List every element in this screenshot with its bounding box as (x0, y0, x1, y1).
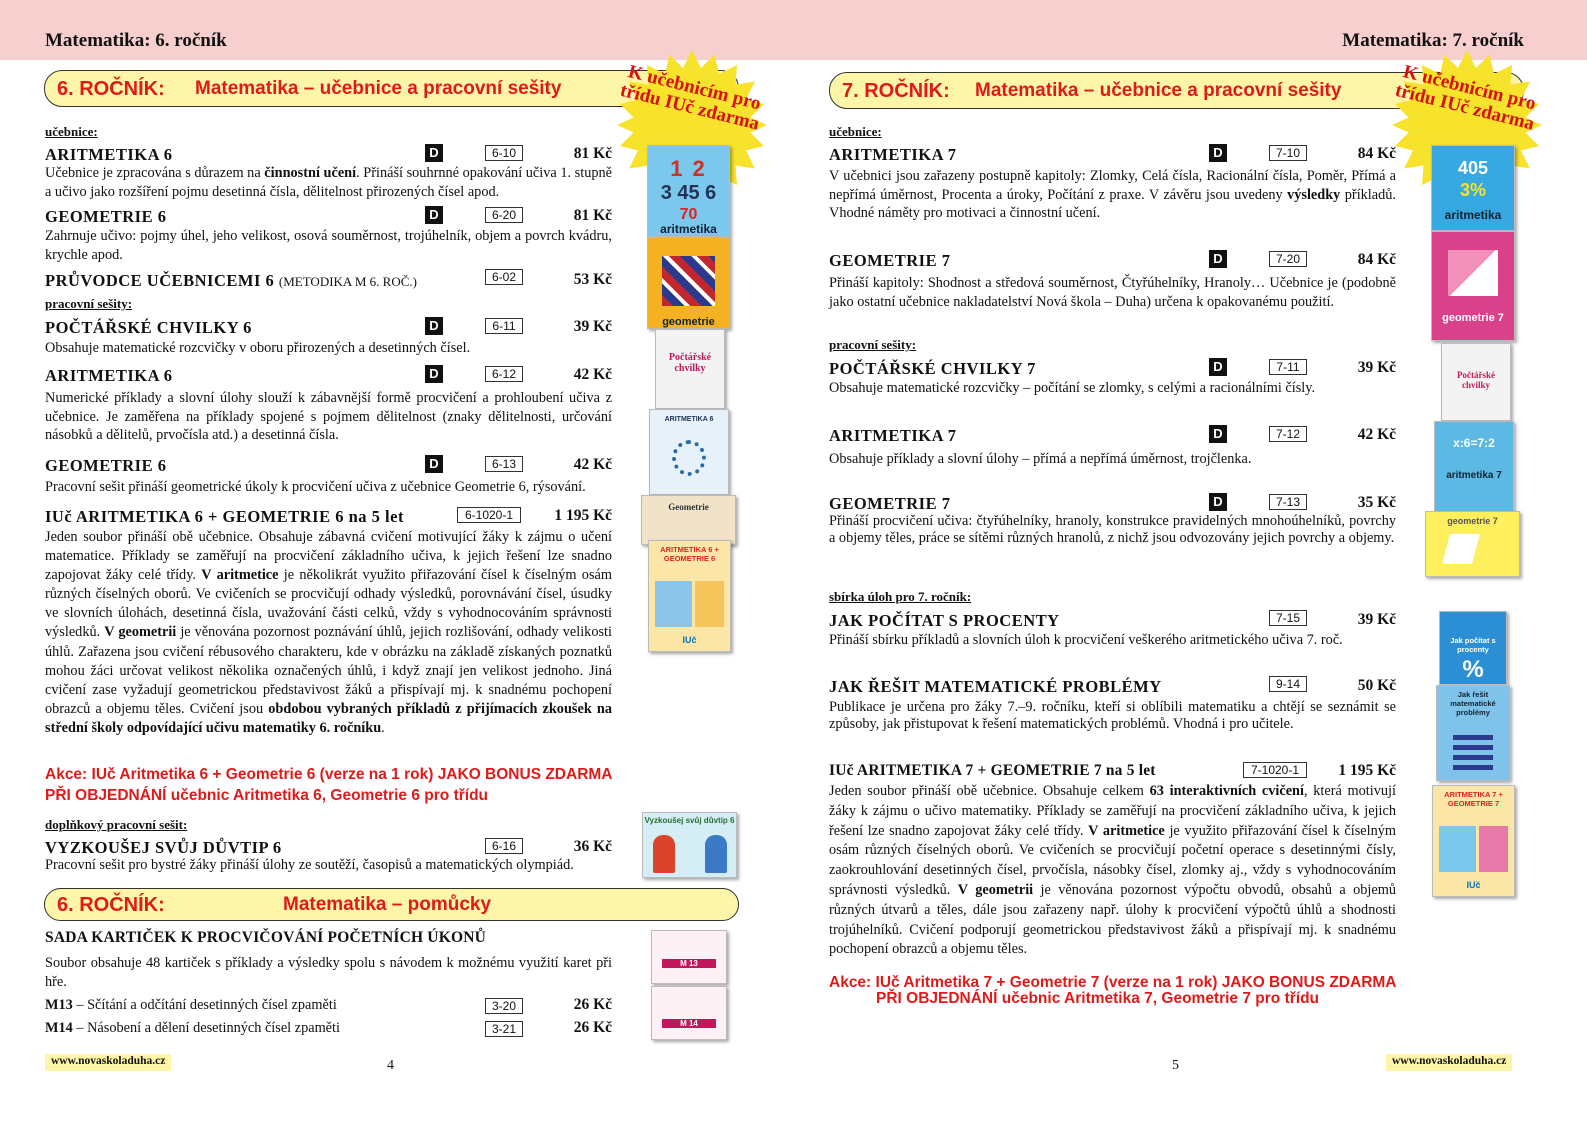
product-title: ARITMETIKA 6 (45, 366, 173, 385)
d-badge: D (425, 206, 443, 224)
product-title: VYZKOUŠEJ SVŮJ DŮVTIP 6 (45, 838, 282, 857)
left-aids-section-bar (44, 888, 739, 921)
product-description: Přináší procvičení učiva: čtyřúhelníky, hranoly, konstrukce pravidelných mnohoúhelníků, povrchy a objemy těles, práce se sítěmi různých hranolů, z nichž jsou odvozovány jejich povrchy a objemy. (829, 513, 1396, 546)
product-price: 39 Kč (1357, 611, 1396, 628)
product-price: 42 Kč (573, 366, 612, 383)
product-title: JAK POČÍTAT S PROCENTY (829, 611, 1060, 630)
heading-textbooks: učebnice: (45, 124, 98, 139)
header-right-title: Matematika: 7. ročník (1342, 30, 1524, 51)
product-description: Pracovní sešit pro bystré žáky přináší úlohy ze soutěží, časopisů a matematických olympiád. (45, 857, 574, 873)
cover-card-m14: M 14 (651, 986, 727, 1040)
product-code: 6-12 (485, 366, 523, 382)
product-price: 84 Kč (1357, 251, 1396, 268)
heading-workbooks: pracovní sešity: (45, 296, 133, 311)
right-page-number: 5 (1172, 1058, 1179, 1073)
heading-workbooks: pracovní sešity: (829, 337, 917, 352)
product-title: ARITMETIKA 7 (829, 426, 957, 445)
cover-aritmetika-7-workbook: x:6=7:2 aritmetika 7 (1434, 421, 1514, 513)
product-description: Soubor obsahuje 48 kartiček s příklady a výsledky spolu s návodem k možnému využití karet při hře. (45, 955, 612, 990)
d-badge: D (1209, 493, 1227, 511)
heading-extra-workbook: doplňkový pracovní sešit: (45, 817, 188, 832)
left-promo-text: K učebnicím pro třídu IUč zdarma (618, 61, 763, 135)
product-price: 26 Kč (573, 996, 612, 1013)
product-description: Učebnice je zpracována s důrazem na činnostní učení. Přináší souhrnné opakování učiva 1. stupně a učivo jako rozšíření pojmu desetinná čísla, dělitelnost přirozených čísel apod. (45, 165, 612, 200)
d-badge: D (425, 365, 443, 383)
promo-line-1: Akce: IUč Aritmetika 7 + Geometrie 7 (verze na 1 rok) JAKO BONUS ZDARMA (829, 974, 1397, 991)
product-description: Přináší kapitoly: Shodnost a středová souměrnost, Čtyřúhelníky, Hranoly… Učebnice je (podobně jako ostatní učebnice nakladatelství Nová škola – Duha) určena k opakovanému použití. (829, 275, 1396, 310)
product-title: POČTÁŘSKÉ CHVILKY 6 (45, 318, 252, 337)
product-code: 3-21 (485, 1021, 523, 1037)
product-price: 81 Kč (573, 207, 612, 224)
cover-jak-pocitat-s-procenty: Jak počítat s procenty % (1439, 611, 1507, 685)
product-title: SADA KARTIČEK K PROCVIČOVÁNÍ POČETNÍCH ÚKONŮ (45, 929, 486, 946)
cover-jak-resit-matematicke-problemy: Jak řešit matematické problémy (1436, 685, 1510, 781)
product-price: 1 195 Kč (554, 507, 612, 524)
card-set-m13: M13 – Sčítání a odčítání desetinných čísel zpaměti (45, 997, 337, 1013)
product-price: 1 195 Kč (1338, 762, 1396, 779)
section-title: Matematika – učebnice a pracovní sešity (195, 78, 562, 99)
cover-card-m13: M 13 (651, 930, 727, 984)
d-badge: D (1209, 425, 1227, 443)
product-title: GEOMETRIE 7 (829, 251, 951, 270)
product-description: Obsahuje matematické rozcvičky – počítání se zlomky, s celými a racionálními čísly. (829, 380, 1316, 396)
product-title: IUč ARITMETIKA 7 + GEOMETRIE 7 na 5 let (829, 762, 1156, 779)
product-code: 6-16 (485, 838, 523, 854)
section-label: 7. ROČNÍK: (842, 80, 950, 102)
product-title: ARITMETIKA 7 (829, 145, 957, 164)
product-code: 9-14 (1269, 676, 1307, 692)
product-code: 7-20 (1269, 251, 1307, 267)
cover-geometrie-7-workbook: geometrie 7 (1425, 511, 1520, 577)
product-price: 36 Kč (573, 838, 612, 855)
product-code: 7-11 (1269, 359, 1307, 375)
cover-geometrie-6: geometrie (647, 237, 730, 329)
product-price: 42 Kč (1357, 426, 1396, 443)
cover-iuc-6: ARITMETIKA 6 + GEOMETRIE 6 IUč (648, 540, 731, 652)
heading-collection: sbírka úloh pro 7. ročník: (829, 589, 972, 604)
product-title: JAK ŘEŠIT MATEMATICKÉ PROBLÉMY (829, 677, 1162, 696)
cover-pocetarske-chvilky-7: Počtářské chvilky (1441, 343, 1511, 421)
product-price: 35 Kč (1357, 494, 1396, 511)
product-price: 50 Kč (1357, 677, 1396, 694)
cover-geometrie-7: geometrie 7 (1431, 231, 1515, 341)
section-label: 6. ROČNÍK: (57, 78, 165, 100)
product-code: 6-02 (485, 269, 523, 285)
product-code: 6-10 (485, 145, 523, 161)
d-badge: D (425, 455, 443, 473)
promo-line-2: PŘI OBJEDNÁNÍ učebnic Aritmetika 6, Geometrie 6 pro třídu (45, 787, 488, 804)
d-badge: D (1209, 144, 1227, 162)
product-price: 39 Kč (1357, 359, 1396, 376)
product-code: 6-11 (485, 318, 523, 334)
product-code: 7-13 (1269, 494, 1307, 510)
section-title: Matematika – učebnice a pracovní sešity (975, 80, 1342, 101)
cover-geometrie-6-workbook: Geometrie (641, 495, 736, 545)
card-set-m14: M14 – Násobení a dělení desetinných čísel zpaměti (45, 1020, 340, 1036)
product-title: GEOMETRIE 7 (829, 494, 951, 513)
product-title: POČTÁŘSKÉ CHVILKY 7 (829, 359, 1036, 378)
product-title: IUč ARITMETIKA 6 + GEOMETRIE 6 na 5 let (45, 507, 404, 526)
product-code: 7-12 (1269, 426, 1307, 442)
right-promo-text: K učebnicím pro třídu IUč zdarma (1393, 61, 1538, 135)
product-description: Jeden soubor přináší obě učebnice. Obsahuje zábavná cvičení motivující žáky k zájmu o učení matematice. Příklady se zaměřují na procvičení základního učiva, k jejich řešení lze snadno zapojovat žáky celé třídy. V aritmetice je několikrát využito přiřazování čísel k číselným osám různých číselných oborů. Ve cvičeních se procvičují odhady výsledků, porovnávání čísel, úsudky ve slovních úlohách, desetinná čísla, uvažování části celků, vždy s vyhodnocováním správnosti výsledků. V geometrii je věnována pozornost poznávání úhlů, jejich rozlišování, odhady velikosti úhlů. Zařazena jsou cvičení rébusového charakteru, kde v obrázku na základě získaných poznatků mohou žáci určovat velikost několika označených úhlů, i když znají jen velikost jednoho. Jiná cvičení zase vyžadují geometrickou představivost žáků a přispívají mj. k snadnému pochopení obrazců a objemu těles. Cvičení jsou obdobou vybraných příkladů z přijímacích zkoušek na střední školy odpovídající učivu matematiky 6. ročníku. (45, 529, 612, 736)
product-description: Obsahuje příklady a slovní úlohy – přímá a nepřímá úměrnost, trojčlenka. (829, 451, 1252, 467)
product-code: 7-15 (1269, 610, 1307, 626)
product-code: 6-20 (485, 207, 523, 223)
cover-vyzkousej-svuj-duvtip-6: Vyzkoušej svůj důvtip 6 (642, 812, 737, 878)
product-description: Publikace je určena pro žáky 7.–9. ročníku, kteří si oblíbili matematiku a chtějí se seznámit se způsoby, jak přistupovat k řešení matematických problémů. Vhodná i pro učitele. (829, 699, 1396, 732)
product-price: 39 Kč (573, 318, 612, 335)
d-badge: D (425, 317, 443, 335)
right-footer-website: www.novaskoladuha.cz (1386, 1054, 1512, 1071)
d-badge: D (425, 144, 443, 162)
cover-pocetarske-chvilky-6: Počtářské chvilky (655, 329, 725, 409)
product-title: ARITMETIKA 6 (45, 145, 173, 164)
product-description: Obsahuje matematické rozcvičky v oboru přirozených a desetinných čísel. (45, 340, 471, 356)
product-price: 84 Kč (1357, 145, 1396, 162)
d-badge: D (1209, 250, 1227, 268)
product-description: V učebnici jsou zařazeny postupně kapitoly: Zlomky, Celá čísla, Racionální čísla, Poměr, Přímá a nepřímá úměrnost, Procenta a úroky, Počítání z praxe. V závěru jsou uvedeny výsledky příkladů. Vhodné náměty pro motivaci a činnostní učení. (829, 168, 1396, 221)
cover-aritmetika-7: 405 3% aritmetika (1431, 145, 1515, 231)
cover-aritmetika-6: 1 2 3 45 6 70 aritmetika (647, 145, 730, 237)
cover-aritmetika-6-workbook: ARITMETIKA 6 (649, 409, 729, 495)
product-description: Zahrnuje učivo: pojmy úhel, jeho velikost, osová souměrnost, trojúhelník, objem a povrch kvádru, krychle apod. (45, 228, 612, 263)
product-code: 6-1020-1 (457, 507, 521, 523)
d-badge: D (1209, 358, 1227, 376)
section-label: 6. ROČNÍK: (57, 894, 165, 916)
product-price: 53 Kč (573, 271, 612, 288)
product-title: GEOMETRIE 6 (45, 456, 167, 475)
left-page-number: 4 (387, 1058, 394, 1073)
product-price: 42 Kč (573, 456, 612, 473)
section-title: Matematika – pomůcky (283, 894, 492, 915)
product-description: Pracovní sešit přináší geometrické úkoly k procvičení učiva z učebnice Geometrie 6, rýsování. (45, 479, 586, 495)
product-description: Jeden soubor přináší obě učebnice. Obsahuje celkem 63 interaktivních cvičení, která motivují žáky k zájmu o učivo matematiky. Příklady se zaměřují na procvičení základního učiva, k jejich řešení lze snadno zapojovat žáky celé třídy. V aritmetice je využito přiřazování čísel k číselným osám různých číselných oborů. Ve cvičeních se procvičují početní operace s desetinnými čísly, zaokrouhlování desetinných čísel, prvočísla, násobky čísel, zlomky aj., vždy s vyhodnocováním správnosti výsledků. V geometrii je věnována pozornost výpočtu obvodů, obsahů a objemů různých útvarů a těles, dále jsou zařazeny např. úlohy k procvičení výpočtů úhlů a shodnosti trojúhelníků. Cvičení podporují geometrickou představivost žáků a přispívají mj. k snadnému pochopení obrazců a objemu těles. (829, 783, 1396, 958)
product-code: 6-13 (485, 456, 523, 472)
product-code: 3-20 (485, 998, 523, 1014)
left-footer-website: www.novaskoladuha.cz (45, 1054, 171, 1071)
header-left-title: Matematika: 6. ročník (45, 30, 227, 51)
promo-line-2: PŘI OBJEDNÁNÍ učebnic Aritmetika 7, Geometrie 7 pro třídu (876, 990, 1319, 1007)
product-price: 81 Kč (573, 145, 612, 162)
product-code: 7-1020-1 (1243, 762, 1307, 778)
promo-line-1: Akce: IUč Aritmetika 6 + Geometrie 6 (verze na 1 rok) JAKO BONUS ZDARMA (45, 766, 613, 783)
product-price: 26 Kč (573, 1019, 612, 1036)
product-description: Numerické příklady a slovní úlohy slouží k zábavnější formě procvičení a prohloubení učiva z učebnice. Je zaměřena na příklady spojené s pojmem dělitelnost (znaky dělitelnosti, určování násobků a dělitelů, prvočísla atd.) a desetinná čísla. (45, 390, 612, 443)
product-description: Přináší sbírku příkladů a slovních úloh k procvičení veškerého aritmetického učiva 7. roč. (829, 632, 1343, 648)
product-title: GEOMETRIE 6 (45, 207, 167, 226)
product-title: PRŮVODCE UČEBNICEMI 6 (METODIKA M 6. ROČ.) (45, 271, 417, 290)
cover-iuc-7: ARITMETIKA 7 + GEOMETRIE 7 IUč (1432, 785, 1515, 897)
heading-textbooks: učebnice: (829, 124, 882, 139)
product-code: 7-10 (1269, 145, 1307, 161)
